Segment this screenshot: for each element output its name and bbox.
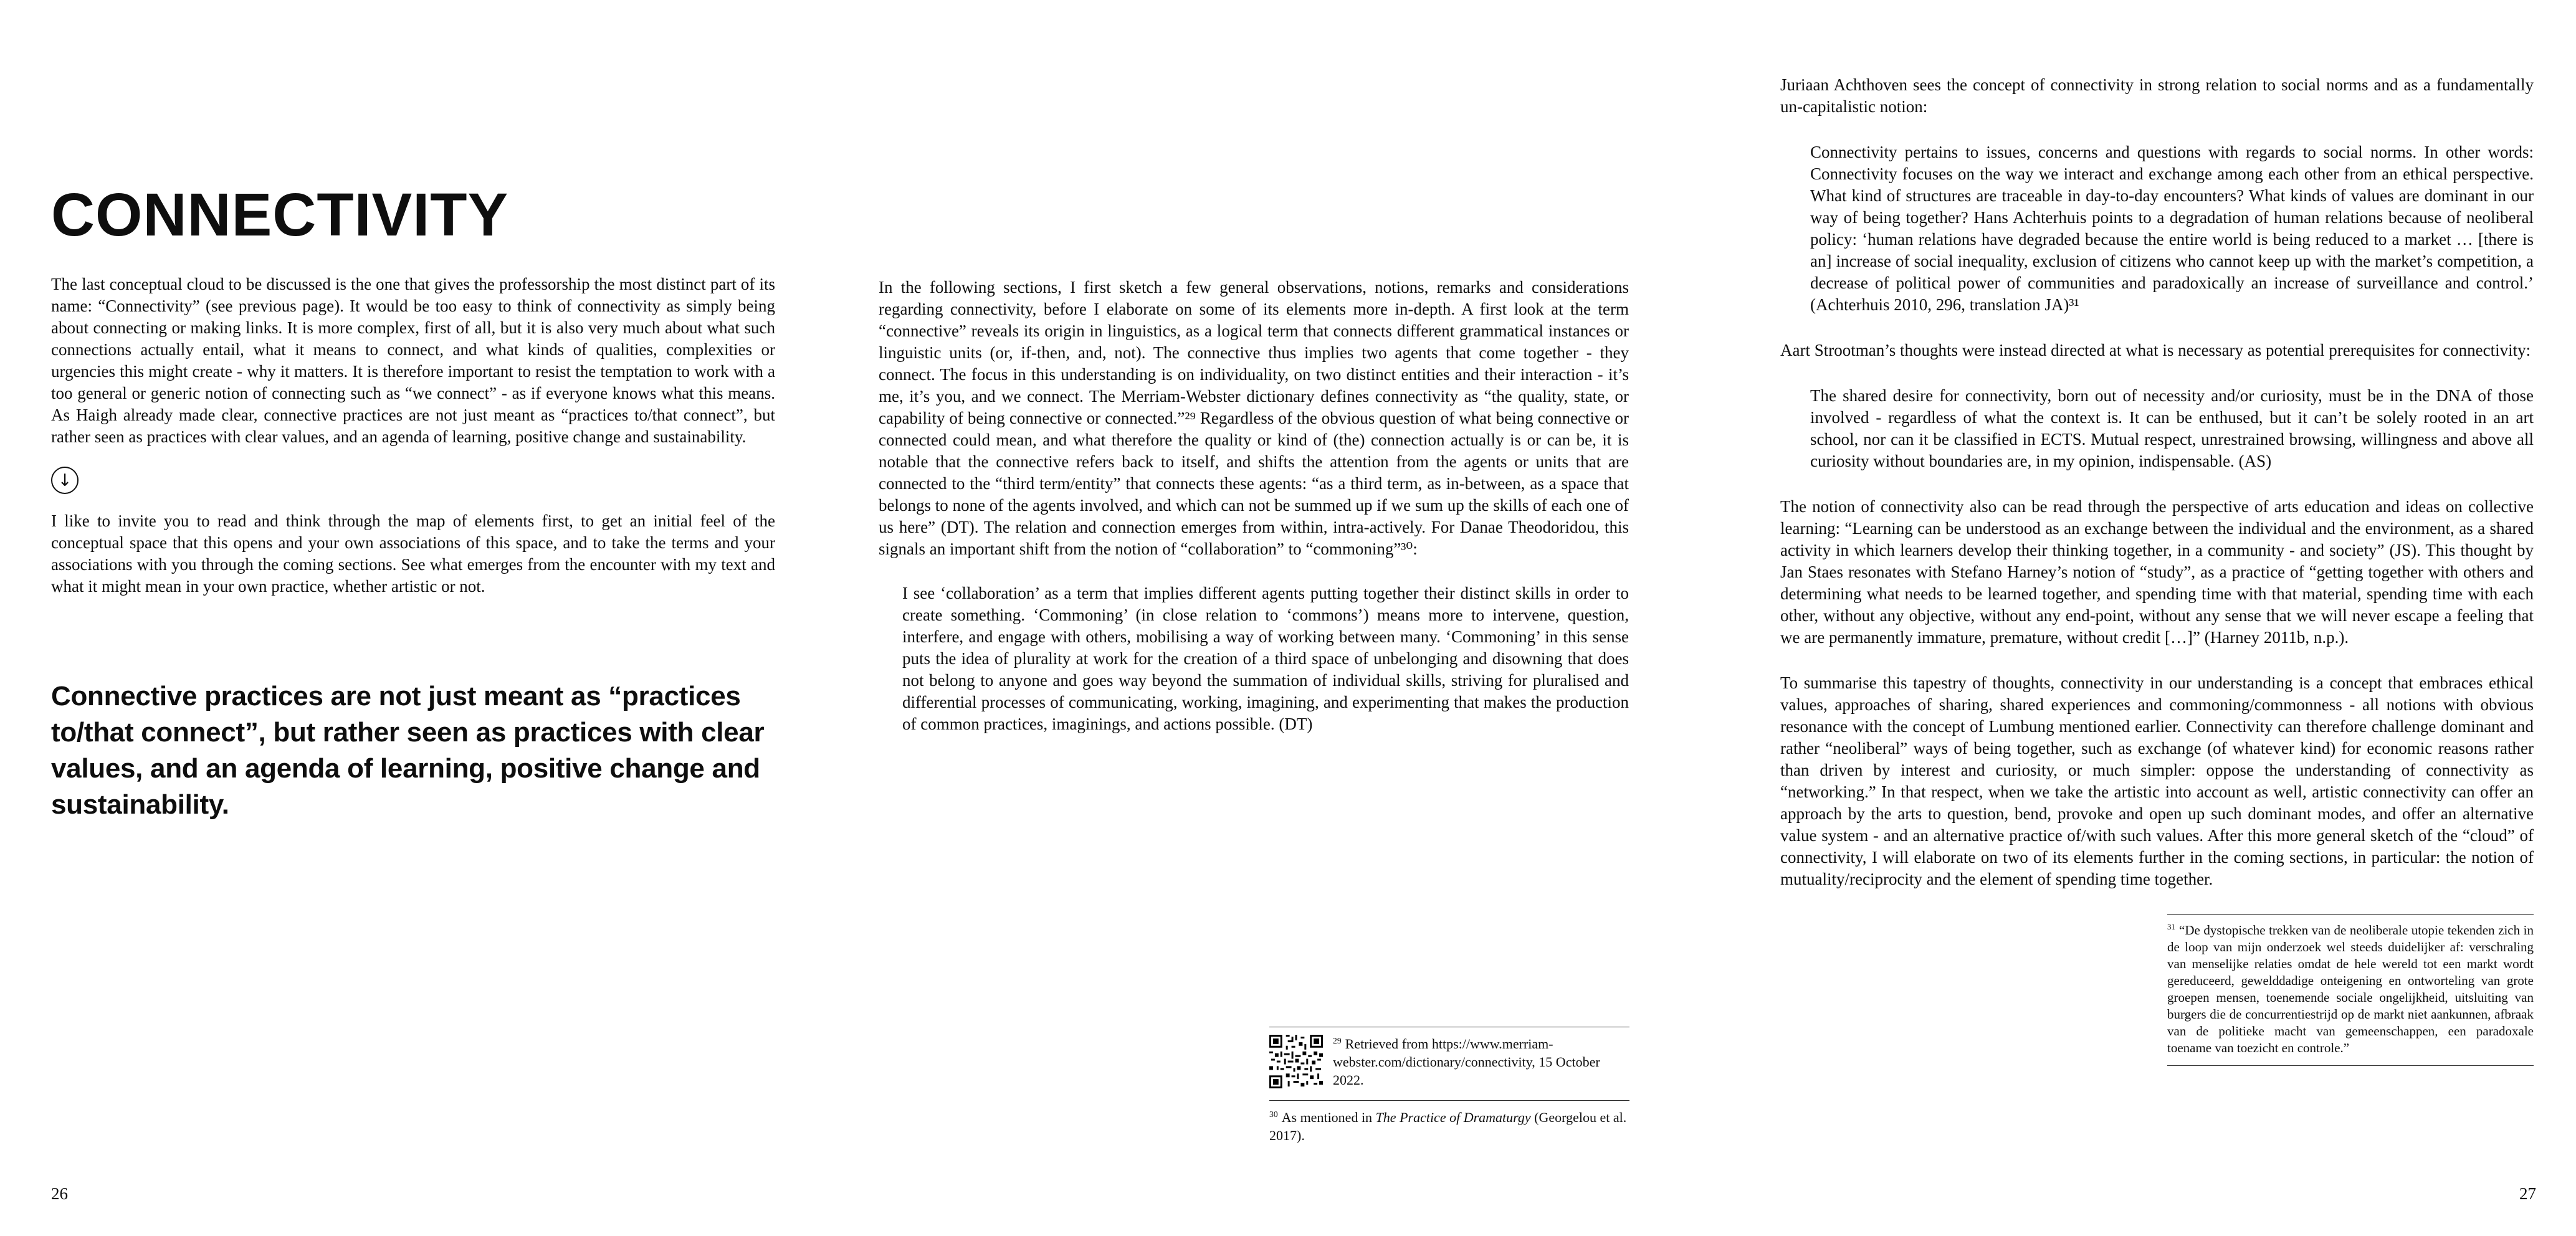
down-arrow-glyph: ↓ — [57, 470, 72, 490]
footnote-30-prefix: As mentioned in — [1281, 1110, 1376, 1125]
footnote-30-book-title: The Practice of Dramaturgy — [1375, 1110, 1531, 1125]
strootman-quote: The shared desire for connectivity, born out of necessity and/or curiosity, must be in the DNA of those involved - regardless of what the context is. It can be enthused, but it can’t be solely rooted in an art school, nor can it be classified in ECTS. Mutual respect, unrestrained browsing, willingness and above all curiosity without boundaries are, in my opinion, indispensable. (AS) — [1810, 386, 2534, 470]
down-arrow-icon — [51, 467, 79, 494]
footnote-29-body: Retrieved from https://www.merriam-webster.com/dictionary/connectivity, 15 October 2022. — [1333, 1036, 1600, 1088]
intro-paragraph: The last conceptual cloud to be discussed is the one that gives the professorship the most distinct part of its name: “Connectivity” (see previous page). It would be too easy to think of connectivity as simply being about connecting or making links. It is more complex, first of all, but it is also very much about what such connections actually entail, what it means to connect, and what kinds of qualities, complexities or urgencies this might create - why it matters. It is therefore important to resist the temptation to work with a too general or generic notion of connecting such as “we connect” - as if everyone knows what this means. As Haigh already made clear, connective practices are not just meant as “practices to/that connect”, but rather seen as practices with clear values, and an agenda of learning, positive change and sustainability. — [51, 275, 775, 446]
footnote-30-suffix: (Georgelou et al. 2017). — [1269, 1110, 1627, 1143]
footnote-31-marker: 31 — [2167, 922, 2176, 931]
right-column — [1780, 74, 2534, 1066]
left-column — [51, 181, 775, 823]
achthoven-quote: Connectivity pertains to issues, concerns and questions with regards to social norms. In other words: Connectivity focuses on the way we interact and exchange among each other from an ethical perspective. What kind of structures are traceable in day-to-day encounters? What kinds of values are dominant in our way of being together? Hans Achterhuis points to a degradation of human relations because of neoliberal policy: ‘human relations have degraded because the entire world is being reduced to a market … [there is an] increase of social inequality, exclusion of citizens who cannot keep up with the market’s competition, a decrease of political power of communities and paradoxically an increase of surveillance and control.’ (Achterhuis 2010, 296, translation JA)³¹ — [1810, 143, 2534, 314]
page-number-left: 26 — [51, 1184, 68, 1203]
page-number-right: 27 — [2519, 1184, 2536, 1203]
invitation-paragraph: I like to invite you to read and think through the map of elements first, to get an initial feel of the conceptual space that this opens and your own associations of this space, and to take the terms and your associations with you through the coming sections. See what emerges from the encounter with my text and what it might mean in your own practice, whether artistic or not. — [51, 511, 775, 596]
footnote-31 — [2167, 914, 2534, 1066]
footnote-29-marker: 29 — [1333, 1035, 1342, 1045]
summary-paragraph: To summarise this tapestry of thoughts, connectivity in our understanding is a concept that embraces ethical values, approaches of sharing, shared experiences and commoning/commonness - all notions with obvious resonance with the concept of Lumbung mentioned earlier. Connectivity can therefore challenge dominant and rather “neoliberal” ways of being together, such as exchange (of whatever kind) for economic reasons rather than driven by interest and curiosity, or much simpler: oppose the understanding of connectivity as “networking.” In that respect, when we take the artistic into account as well, artistic connectivity can offer an approach by the arts to question, bend, provoke and open up such dominant modes, and offer an alternative value system - and an alternative practice of/with such values. After this more general sketch of the “cloud” of connectivity, I will elaborate on two of its elements further in the coming sections, in particular: the notion of mutuality/reciprocity and the element of spending time together. — [1780, 673, 2534, 888]
pull-quote: Connective practices are not just meant as “practices to/that connect”, but rather seen as practices with clear values, and an agenda of learning, positive change and sustainability. — [51, 681, 765, 820]
footnote-31-body: “De dystopische trekken van de neoliberale utopie tekenden zich in de loop van mijn onderzoek wel steeds duidelijker af: verschraling van menselijke relaties omdat de hele wereld tot een markt wordt gereduceerd, gewelddadige onteigening en ontworteling van grote groepen mensen, toenemende sociale ongelijkheid, uitsluiting van burgers die de concurrentiestrijd op de markt niet aankunnen, afbraak van de politieke macht van gemeenschappen, een paradoxale toename van toezicht en controle.” — [2167, 923, 2534, 1055]
strootman-paragraph: Aart Strootman’s thoughts were instead directed at what is necessary as potential prerequisites for connectivity: — [1780, 341, 2531, 359]
collective-learning-paragraph: The notion of connectivity also can be read through the perspective of arts education and ideas on collective learning: “Learning can be understood as an exchange between the individual and the environment, as a shared activity in which learners develop their thinking together, in a community - and society” (JS). This thought by Jan Staes resonates with Stefano Harney’s notion of “study”, as a practice of “getting together with others and determining what needs to be learned together, and spending time with that material, spending time with each other, without any objective, without any end-point, without any sense that we will never escape a feeling that we are permanently immature, premature, without credit […]” (Harney 2011b, n.p.). — [1780, 497, 2534, 647]
achthoven-paragraph: Juriaan Achthoven sees the concept of connectivity in strong relation to social norms and as a fundamentally un-capitalistic notion: — [1780, 75, 2534, 116]
connective-term-paragraph: In the following sections, I first sketch a few general observations, notions, remarks and considerations regarding connectivity, before I elaborate on some of its elements more in-depth. A first look at the term “connective” reveals its origin in linguistics, as a logical term that connects different grammatical instances or linguistic units (or, if-then, and, not). The connective thus implies two agents that come together - they connect. The focus in this understanding is on individuality, on two distinct entities and their interaction - it’s me, it’s you, and we connect. The Merriam-Webster dictionary defines connectivity as “the quality, state, or capability of being connective or connected.”²⁹ Regardless of the obvious question of what being connective or connected could mean, and what therefore the quality or kind of (the) connection actually is or can be, it is notable that the connective refers back to itself, and shifts the attention from the agents or units that are connected to the “third term/entity” that connects these agents: “as a third term, as in-between, as a space that belongs to none of the agents involved, and which can not be summed up if we sum up the skills of each one of us here” (DT). The relation and connection emerges from within, intra-actively. For Danae Theodoridou, this signals an important shift from the notion of “collaboration” to “commoning”³⁰: — [879, 278, 1629, 558]
commoning-blockquote: I see ‘collaboration’ as a term that implies different agents putting together their distinct skills in order to create something. ‘Commoning’ (in close relation to ‘commons’) means more to intervene, question, interfere, and engage with others, mobilising a way of working between many. ‘Commoning’ in this sense puts the idea of plurality at work for the creation of a third space of unbelonging and disowning that does not belong to anyone and goes way beyond the summation of individual skills, striving for pluralised and differential processes of communicating, working, imagining, and experimenting that makes the production of common practices, imaginings, and actions possible. (DT) — [902, 584, 1629, 733]
page-right — [1288, 0, 2576, 1236]
page-title: CONNECTIVITY — [51, 181, 509, 249]
footnote-30-marker: 30 — [1269, 1109, 1278, 1119]
arrow-row — [51, 467, 775, 494]
